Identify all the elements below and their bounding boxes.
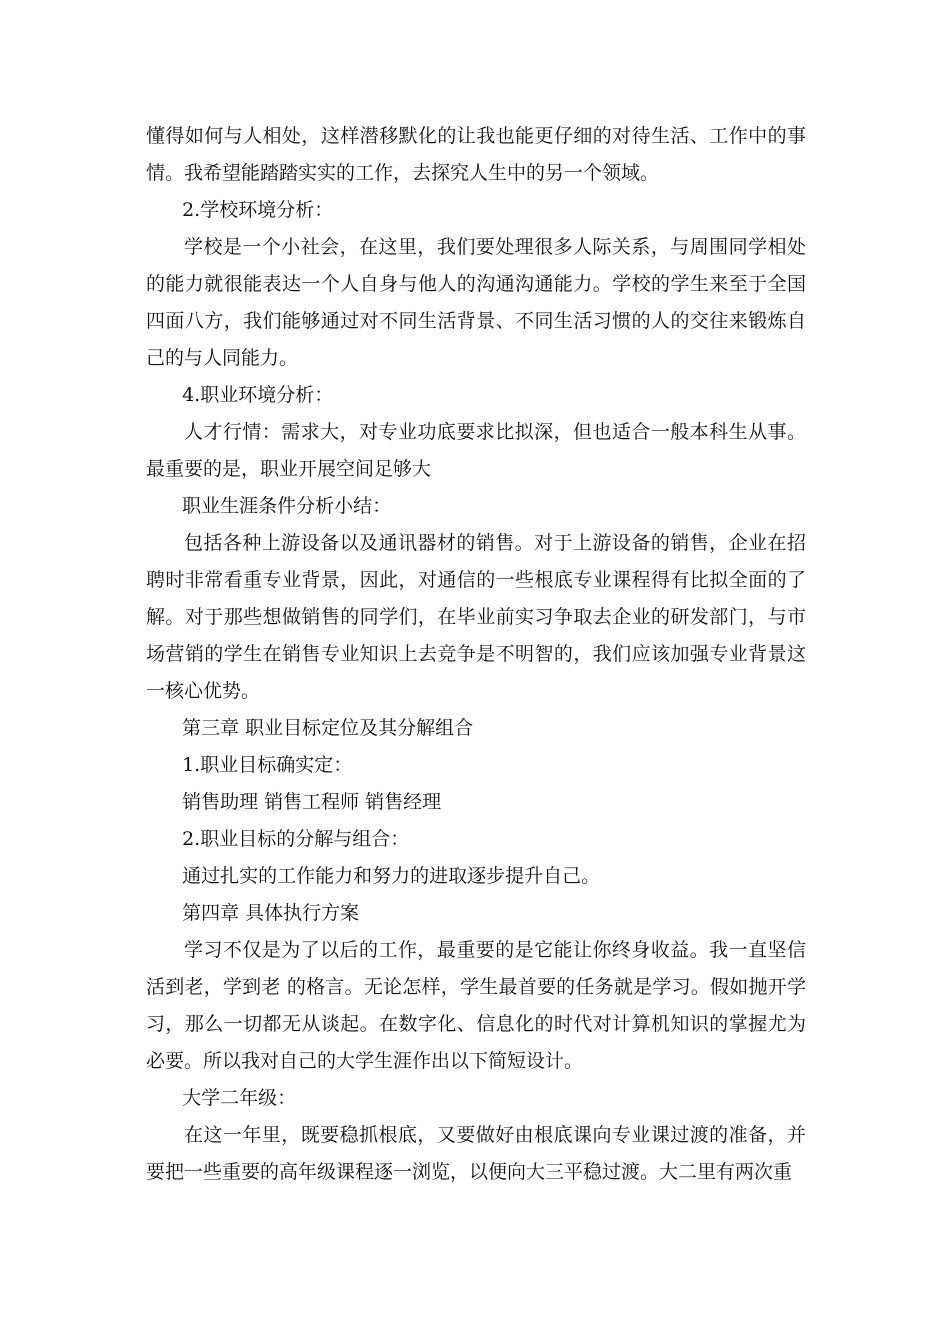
paragraph-sales-analysis: 包括各种上游设备以及通讯器材的销售。对于上游设备的销售，企业在招聘时非常看重专业背景，因此，对通信的一些根底专业课程得有比拟全面的了解。对于那些想做销售的同学们，在毕业前实习争取去企业的研发部门，与市场营销的学生在销售专业知识上去竞争是不明智的，我们应该加强专业背景这一核心优势。 — [146, 532, 806, 702]
chapter-heading-4: 第四章 具体执行方案 — [182, 902, 360, 924]
paragraph-school-environment: 学校是一个小社会，在这里，我们要处理很多人际关系，与周围同学相处的能力就很能表达一个人自身与他人的沟通沟通能力。学校的学生来至于全国四面八方，我们能够通过对不同生活背景、不同生活习惯的人的交往来锻炼自己的与人同能力。 — [146, 236, 806, 369]
paragraph-goal-list: 销售助理 销售工程师 销售经理 — [182, 791, 442, 813]
paragraph-talent-market: 人才行情：需求大，对专业功底要求比拟深，但也适合一般本科生从事。最重要的是，职业开展空间足够大 — [146, 421, 806, 480]
document-body — [146, 118, 806, 1191]
paragraph-learning-plan: 学习不仅是为了以后的工作，最重要的是它能让你终身收益。我一直坚信活到老，学到老 的格言。无论怎样，学生最首要的任务就是学习。假如抛开学习，那么一切都无从谈起。在数字化、信息化的时代对计算机知识的掌握尤为必要。所以我对自己的大学生涯作出以下简短设计。 — [146, 939, 806, 1072]
section-heading-school-environment: 2.学校环境分析： — [182, 199, 334, 221]
section-heading-career-environment: 4.职业环境分析： — [182, 384, 334, 406]
paragraph-continued: 懂得如何与人相处，这样潜移默化的让我也能更仔细的对待生活、工作中的事情。我希望能踏踏实实的工作，去探究人生中的另一个领域。 — [146, 125, 806, 184]
paragraph-goal-approach: 通过扎实的工作能力和努力的进取逐步提升自己。 — [182, 865, 601, 887]
paragraph-sophomore-plan: 在这一年里，既要稳抓根底，又要做好由根底课向专业课过渡的准备，并要把一些重要的高年级课程逐一浏览，以便向大三平稳过渡。大二里有两次重 — [146, 1124, 806, 1183]
section-heading-summary: 职业生涯条件分析小结： — [182, 495, 392, 517]
section-heading-goal-definition: 1.职业目标确实定： — [182, 754, 353, 776]
chapter-heading-3: 第三章 职业目标定位及其分解组合 — [182, 717, 474, 739]
section-heading-goal-decomposition: 2.职业目标的分解与组合： — [182, 828, 410, 850]
section-heading-sophomore-year: 大学二年级： — [182, 1087, 297, 1109]
